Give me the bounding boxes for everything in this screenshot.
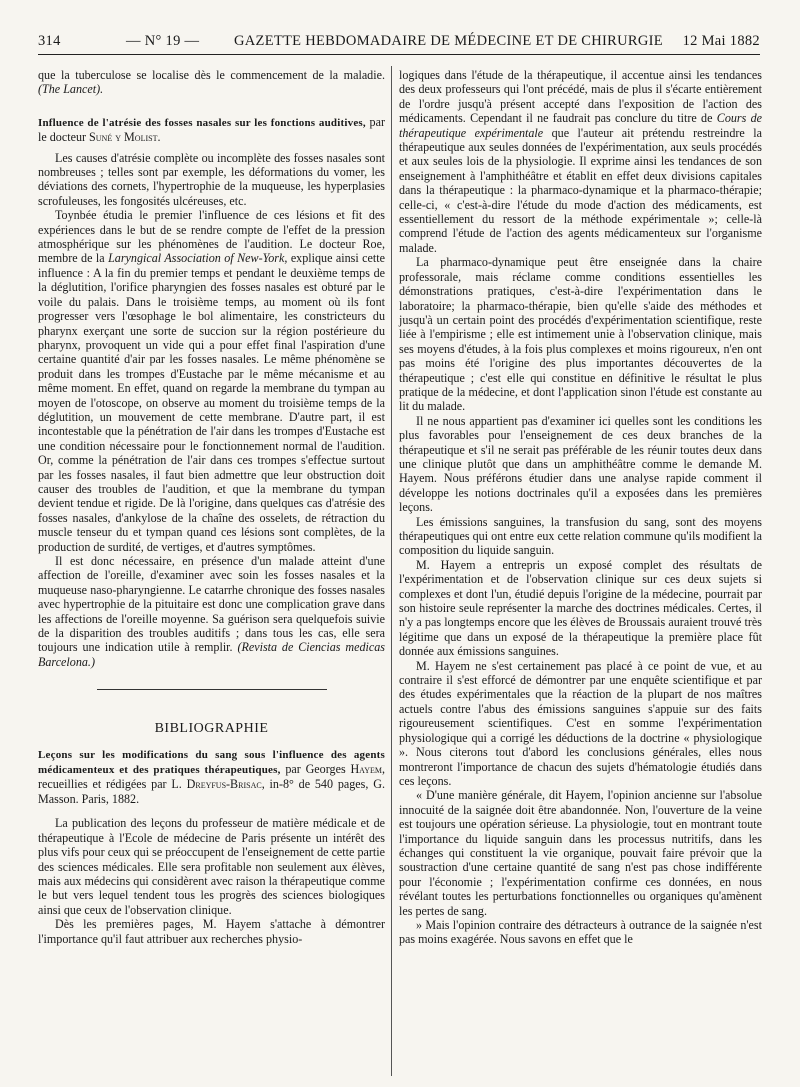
intro-source: (The Lancet). xyxy=(38,82,104,97)
left-column xyxy=(38,68,385,946)
page-number: 314 xyxy=(38,33,61,49)
article-heading: Influence de l'atrésie des fosses nasales sur les fonctions auditives, par le docteur Suné y Molist. xyxy=(38,114,385,145)
right-column xyxy=(399,68,762,947)
review-paragraph: » Mais l'opinion contraire des détracteurs à outrance de la saignée n'est pas moins exagérée. Nous savons en effet que le xyxy=(399,917,762,947)
review-paragraph: Dès les premières pages, M. Hayem s'attache à démontrer l'importance qu'il faut attribuer aux recherches physio- xyxy=(38,917,385,946)
article-paragraph: Il est donc nécessaire, en présence d'un malade atteint d'une affection de l'oreille, d'examiner avec soin les fosses nasales et la muqueuse naso-pharyngienne. Le catarrhe chronique des fosses nasales avec hypertrophie de la pituitaire est donc une complication grave dans les affections de l'oreille moyenne. Sa guérison sera quelquefois suivie de la disparition des troubles auditifs ; dans tous les cas, elle sera toujours une indication utile à remplir. (Revista de Ciencias medicas Barcelona.) xyxy=(38,554,385,669)
bibliography-entry: Leçons sur les modifications du sang sous l'influence des agents médicamenteux et des pratiques thérapeutiques, par Georges Hayem, recueillies et rédigées par L. Dreyfus-Brisac, in-8° de 540 pages, G. Masson. Paris, 1882. xyxy=(38,748,386,806)
article-title: Influence de l'atrésie des fosses nasales sur les fonctions auditives, xyxy=(38,116,366,129)
review-paragraph: Il ne nous appartient pas d'examiner ici quelles sont les conditions les plus favorables pour l'enseignement de ces deux branches de la thérapeutique et s'il ne serait pas préférable de les réunir toutes deux dans une clinique plutôt que dans un amphithéâtre comme le demande M. Hayem. Nous préférons étudier dans une analyse rapide comment il développe les notions doctrinales qu'il a exposées dans les premières leçons. xyxy=(399,413,762,515)
article-paragraph: Les causes d'atrésie complète ou incomplète des fosses nasales sont nombreuses ; telles sont par exemple, les déformations du vomer, les déviations des cornets, l'hypertrophie de la muqueuse, les hyperplasies scrofuleuses, les fongosités ulcéreuses, etc. xyxy=(38,150,385,208)
review-paragraph: logiques dans l'étude de la thérapeutique, il accentue ainsi les tendances des deux professeurs qui l'ont précédé, mais de plus il s'écarte entièrement de l'ordre jusqu'à présent accepté dans l'exposition de l'action des médicaments. Cependant il ne faudrait pas conclure du titre de Cours de thérapeutique expérimentale que l'auteur ait prétendu restreindre la thérapeutique aux seules données de l'expérimentation, aux seuls procédés et aux seules lois de la physiologie. Il exprime ainsi les tendances de son enseignement à l'amphithéâtre et établit en effet deux divisions capitales dans la thérapeutique : la pharmaco-dynamique et la pharmaco-thérapie; celle-ci, « c'est-à-dire l'étude du mode d'action des médicaments, est essentiellement du ressort de la méthode expérimentale »; celle-là comprend l'étude de l'action des agents médicamenteux sur l'organisme malade. xyxy=(399,68,763,255)
review-paragraph: La publication des leçons du professeur de matière médicale et de thérapeutique à l'Ecole de médecine de Paris présente un intérêt des plus vifs pour ceux qui se préoccupent de l'enseignement de cette partie des sciences médicales. Elle sera profitable non seulement aux élèves, mais aux médecins qui considèrent avec raison la thérapeutique comme le but vers lequel tendent tous les progrès des sciences biologiques ainsi que ceux de l'observation clinique. xyxy=(38,816,385,917)
article-author: Suné y Molist. xyxy=(89,130,161,145)
bibliography-heading: BIBLIOGRAPHIE xyxy=(154,721,269,737)
column-divider xyxy=(391,66,392,1076)
journal-title: GAZETTE HEBDOMADAIRE DE MÉDECINE ET DE CHIRURGIE xyxy=(234,33,663,49)
review-paragraph: M. Hayem ne s'est certainement pas placé à ce point de vue, et au contraire il s'est efforcé de démontrer par une enquête scientifique et par des études expérimentales que la réaction de la plupart de nos maîtres actuels contre l'abus des émissions sanguines s'appuie sur des faits rigoureusement scientifiques. C'est en somme l'expérimentation physiologique qui a corrigé les déductions de la doctrine « physiologique ». Nous citerons tout d'abord les conclusions générales, elles nous montreront l'importance de chacun des sujets d'hématologie étudiés dans ces leçons. xyxy=(399,658,762,788)
issue-date: 12 Mai 1882 xyxy=(682,33,760,49)
running-header xyxy=(38,30,760,55)
review-paragraph: Les émissions sanguines, la transfusion du sang, sont des moyens thérapeutiques qui ont entre eux cette relation commune qu'ils modifient la composition du liquide sanguin. xyxy=(399,514,762,558)
section-divider xyxy=(97,689,327,690)
review-paragraph: La pharmaco-dynamique peut être enseignée dans la chaire professorale, mais réclame comme conditions essentielles les démonstrations pratiques, c'est-à-dire l'expérimentation dans le laboratoire; la pharmaco-thérapie, bien qu'elle s'aide des méthodes et jusqu'à un certain point des procédés d'expérimentation scientifique, reste liée à l'empirisme ; elle est intimement unie à l'observation clinique, mais ses moyens d'études, à la fois plus complexes et moins rigoureux, n'en ont pas moins été l'origine des plus importantes découvertes de la thérapeutique ; c'est elle qui constitue en définitive le résultat le plus pratique de la médecine, et dont l'application sinon l'étude est constante au lit du malade. xyxy=(399,255,762,414)
intro-paragraph: que la tuberculose se localise dès le commencement de la maladie. (The Lancet). xyxy=(38,68,385,97)
issue-number: — N° 19 — xyxy=(126,33,200,49)
article-paragraph: Toynbée étudia le premier l'influence de ces lésions et fit des expériences dans le but de se rendre compte de l'effet de la pression atmosphérique sur les phénomènes de l'audition. Le docteur Roe, membre de la Laryngical Association of New-York, explique ainsi cette influence : A la fin du premier temps et pendant le deuxième temps de la déglutition, l'orifice pharyngien des fosses nasales est obturé par le voile du palais. Dans le troisième temps, au moment où ils font progresser vers l'œsophage le bol alimentaire, les constricteurs du pharynx exerçant une sorte de succion sur la région postérieure du pharynx, provoquent un vide qui a pour effet final l'aspiration d'une certaine quantité d'air par les fosses nasales. Le même phénomène se produit dans les trompes d'Eustache par le même mécanisme et au même moment. En effet, quand on regarde la membrane du tympan au moyen de l'otoscope, on observe au moment du troisième temps de la déglutition, un mouvement de cette membrane. D'autre part, il est incontestable que la pénétration de l'air dans les trompes d'Eustache est une condition nécessaire pour le fonctionnement normal de l'audition. Or, comme la pénétration de l'air dans ces trompes s'effectue surtout par les fosses nasales, il faut bien admettre que leur obstruction doit causer des troubles de l'audition, et que la membrane du tympan devient tendue et rigide. De là l'origine, dans quelques cas d'atrésie des fosses nasales, d'ankylose de la chaîne des osselets, de rétraction du muscle tenseur du et tympan quand ces lésions sont complètes, de la production de surdité, de vertiges, et d'autres symptômes. xyxy=(38,208,385,554)
article-source: (Revista de Ciencias medicas Barcelona.) xyxy=(38,640,385,669)
review-paragraph: « D'une manière générale, dit Hayem, l'opinion ancienne sur l'absolue innocuité de la saignée doit être abandonnée. Non, l'ouverture de la veine est toujours une opération sérieuse. La physiologie, tout en montrant toute l'importance du liquide sanguin dans les processus nutritifs, dans les échanges qui constituent la vie organique, pouvait faire prévoir que la soustraction d'une certaine quantité de sang n'est pas chose indifférente pour l'économie ; l'expérimentation confirme ces données, en nous révélant toutes les perturbations fonctionnelles ou organiques qu'amènent les pertes de sang. xyxy=(399,788,762,918)
review-paragraph: M. Hayem a entrepris un exposé complet des résultats de l'expérimentation et de l'observation clinique sur ces deux sujets si complexes et dont l'un, étudié depuis l'origine de la médecine, pourrait par son histoire seule représenter la marche des doctrines médicales. Certes, il n'y a pas longtemps encore que les élèves de Broussais auraient trouvé très légitime que dans un exposé de la thérapeutique la première place fût donnée aux émissions sanguines. xyxy=(399,557,762,659)
